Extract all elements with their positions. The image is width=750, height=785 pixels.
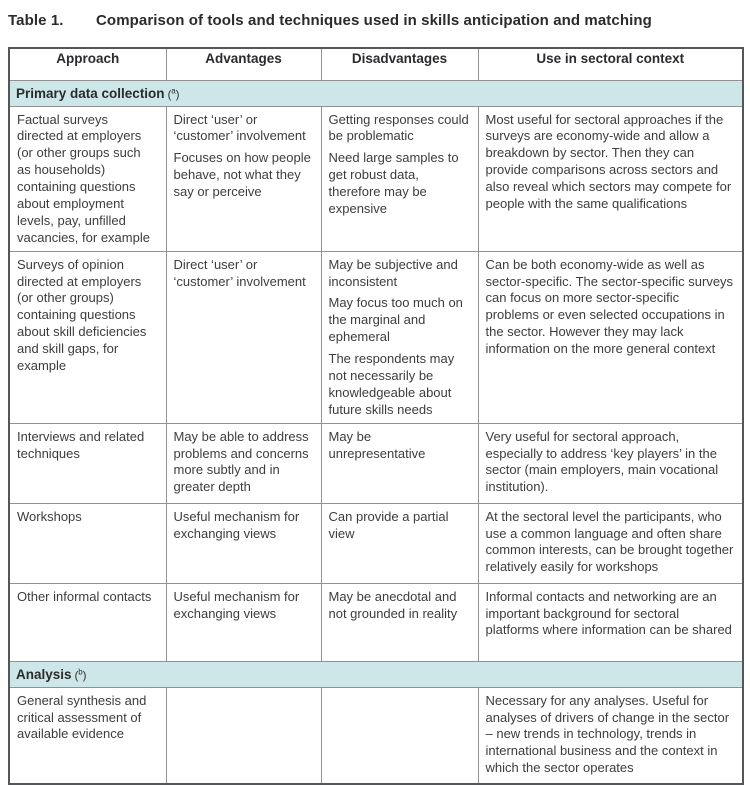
cell-paragraph: May be anecdotal and not grounded in reality	[328, 588, 458, 621]
header-row	[9, 48, 743, 80]
cell-paragraph: May be able to address problems and concerns more subtly and in greater depth	[173, 428, 309, 495]
cell-paragraph: Surveys of opinion directed at employers (or other groups) containing questions about skill deficiencies and skill gaps, for example	[17, 256, 147, 373]
cell-approach	[9, 106, 166, 251]
cell-use	[478, 687, 743, 784]
cell-paragraph: Useful mechanism for exchanging views	[173, 588, 300, 621]
cell-advantages	[166, 687, 321, 784]
table-row	[9, 503, 743, 583]
cell-disadvantages	[321, 106, 478, 251]
cell-paragraph: Interviews and related techniques	[17, 428, 145, 461]
cell-paragraph: Very useful for sectoral approach, especially to address ‘key players’ in the sector (main employers, main vocational institution).	[485, 428, 719, 495]
cell-paragraph: Informal contacts and networking are an important background for sectoral platforms where information can be shared	[485, 588, 732, 638]
section-label: Primary data collection	[16, 85, 165, 101]
cell-approach	[9, 583, 166, 661]
cell-advantages	[166, 423, 321, 503]
cell-paragraph: Focuses on how people behave, not what they say or perceive	[173, 150, 311, 200]
cell-use	[478, 503, 743, 583]
cell-paragraph: Direct ‘user’ or ‘customer’ involvement	[173, 111, 306, 144]
cell-disadvantages	[321, 687, 478, 784]
table-body	[9, 80, 743, 784]
section-header-row	[9, 661, 743, 687]
table-header	[9, 48, 743, 80]
column-header-disadvantages: Disadvantages	[321, 48, 478, 80]
cell-paragraph: Workshops	[17, 508, 82, 524]
cell-paragraph: Can be both economy-wide as well as sector-specific. The sector-specific surveys can focus on more sector-specific problems or even selected occupations in the sector. However they may lack information on the more general context	[485, 256, 734, 357]
table-caption: Comparison of tools and techniques used in skills anticipation and matching	[96, 12, 652, 29]
section-header-cell	[9, 661, 743, 687]
cell-use	[478, 583, 743, 661]
cell-approach	[9, 503, 166, 583]
cell-paragraph: Can provide a partial view	[328, 508, 449, 541]
cell-paragraph: Need large samples to get robust data, therefore may be expensive	[328, 150, 459, 216]
cell-approach	[9, 687, 166, 784]
cell-paragraph: Factual surveys directed at employers (or other groups such as households) containing questions about employment levels, pay, unfilled vacancies, for example	[17, 111, 150, 245]
cell-advantages	[166, 583, 321, 661]
cell-paragraph: At the sectoral level the participants, who use a common language and often share common interests, can be brought together relatively easily for workshops	[485, 508, 734, 575]
table-row	[9, 106, 743, 251]
cell-disadvantages	[321, 251, 478, 423]
cell-paragraph: Most useful for sectoral approaches if the surveys are economy-wide and allow a breakdown by sector. Then they can provide comparisons across sectors and also reveal which sectors may compete for people with the same qualifications	[485, 111, 732, 211]
cell-disadvantages	[321, 423, 478, 503]
section-header-cell	[9, 80, 743, 106]
column-header-approach: Approach	[9, 48, 166, 80]
table-row	[9, 687, 743, 784]
cell-paragraph: Necessary for any analyses. Useful for analyses of drivers of change in the sector – new trends in technology, trends in international business and the context in which the sector operates	[485, 692, 730, 776]
section-label: Analysis	[16, 666, 72, 682]
column-header-use-in-sectoral-context: Use in sectoral context	[478, 48, 743, 80]
cell-paragraph: Getting responses could be problematic	[328, 111, 469, 144]
cell-paragraph: The respondents may not necessarily be knowledgeable about future skills needs	[328, 351, 455, 417]
cell-paragraph: Other informal contacts	[17, 588, 152, 604]
cell-paragraph: May be unrepresentative	[328, 428, 426, 461]
cell-disadvantages	[321, 583, 478, 661]
table-row	[9, 251, 743, 423]
table-row	[9, 583, 743, 661]
cell-paragraph: General synthesis and critical assessment of available evidence	[17, 692, 147, 742]
cell-paragraph: Useful mechanism for exchanging views	[173, 508, 300, 541]
table-row	[9, 423, 743, 503]
cell-advantages	[166, 106, 321, 251]
table-title	[8, 12, 742, 29]
cell-advantages	[166, 503, 321, 583]
section-footnote-marker: ($^a$)	[164, 85, 180, 101]
cell-use	[478, 251, 743, 423]
cell-disadvantages	[321, 503, 478, 583]
cell-advantages	[166, 251, 321, 423]
section-header-row	[9, 80, 743, 106]
cell-paragraph: May be subjective and inconsistent	[328, 256, 458, 289]
column-header-advantages: Advantages	[166, 48, 321, 80]
cell-approach	[9, 423, 166, 503]
table-number: Table 1.	[8, 12, 64, 29]
cell-paragraph: Direct ‘user’ or ‘customer’ involvement	[173, 256, 306, 289]
comparison-table	[8, 47, 744, 785]
cell-paragraph: May focus too much on the marginal and ephemeral	[328, 295, 463, 345]
cell-approach	[9, 251, 166, 423]
cell-use	[478, 423, 743, 503]
cell-use	[478, 106, 743, 251]
section-footnote-marker: ($^b$)	[71, 666, 87, 682]
